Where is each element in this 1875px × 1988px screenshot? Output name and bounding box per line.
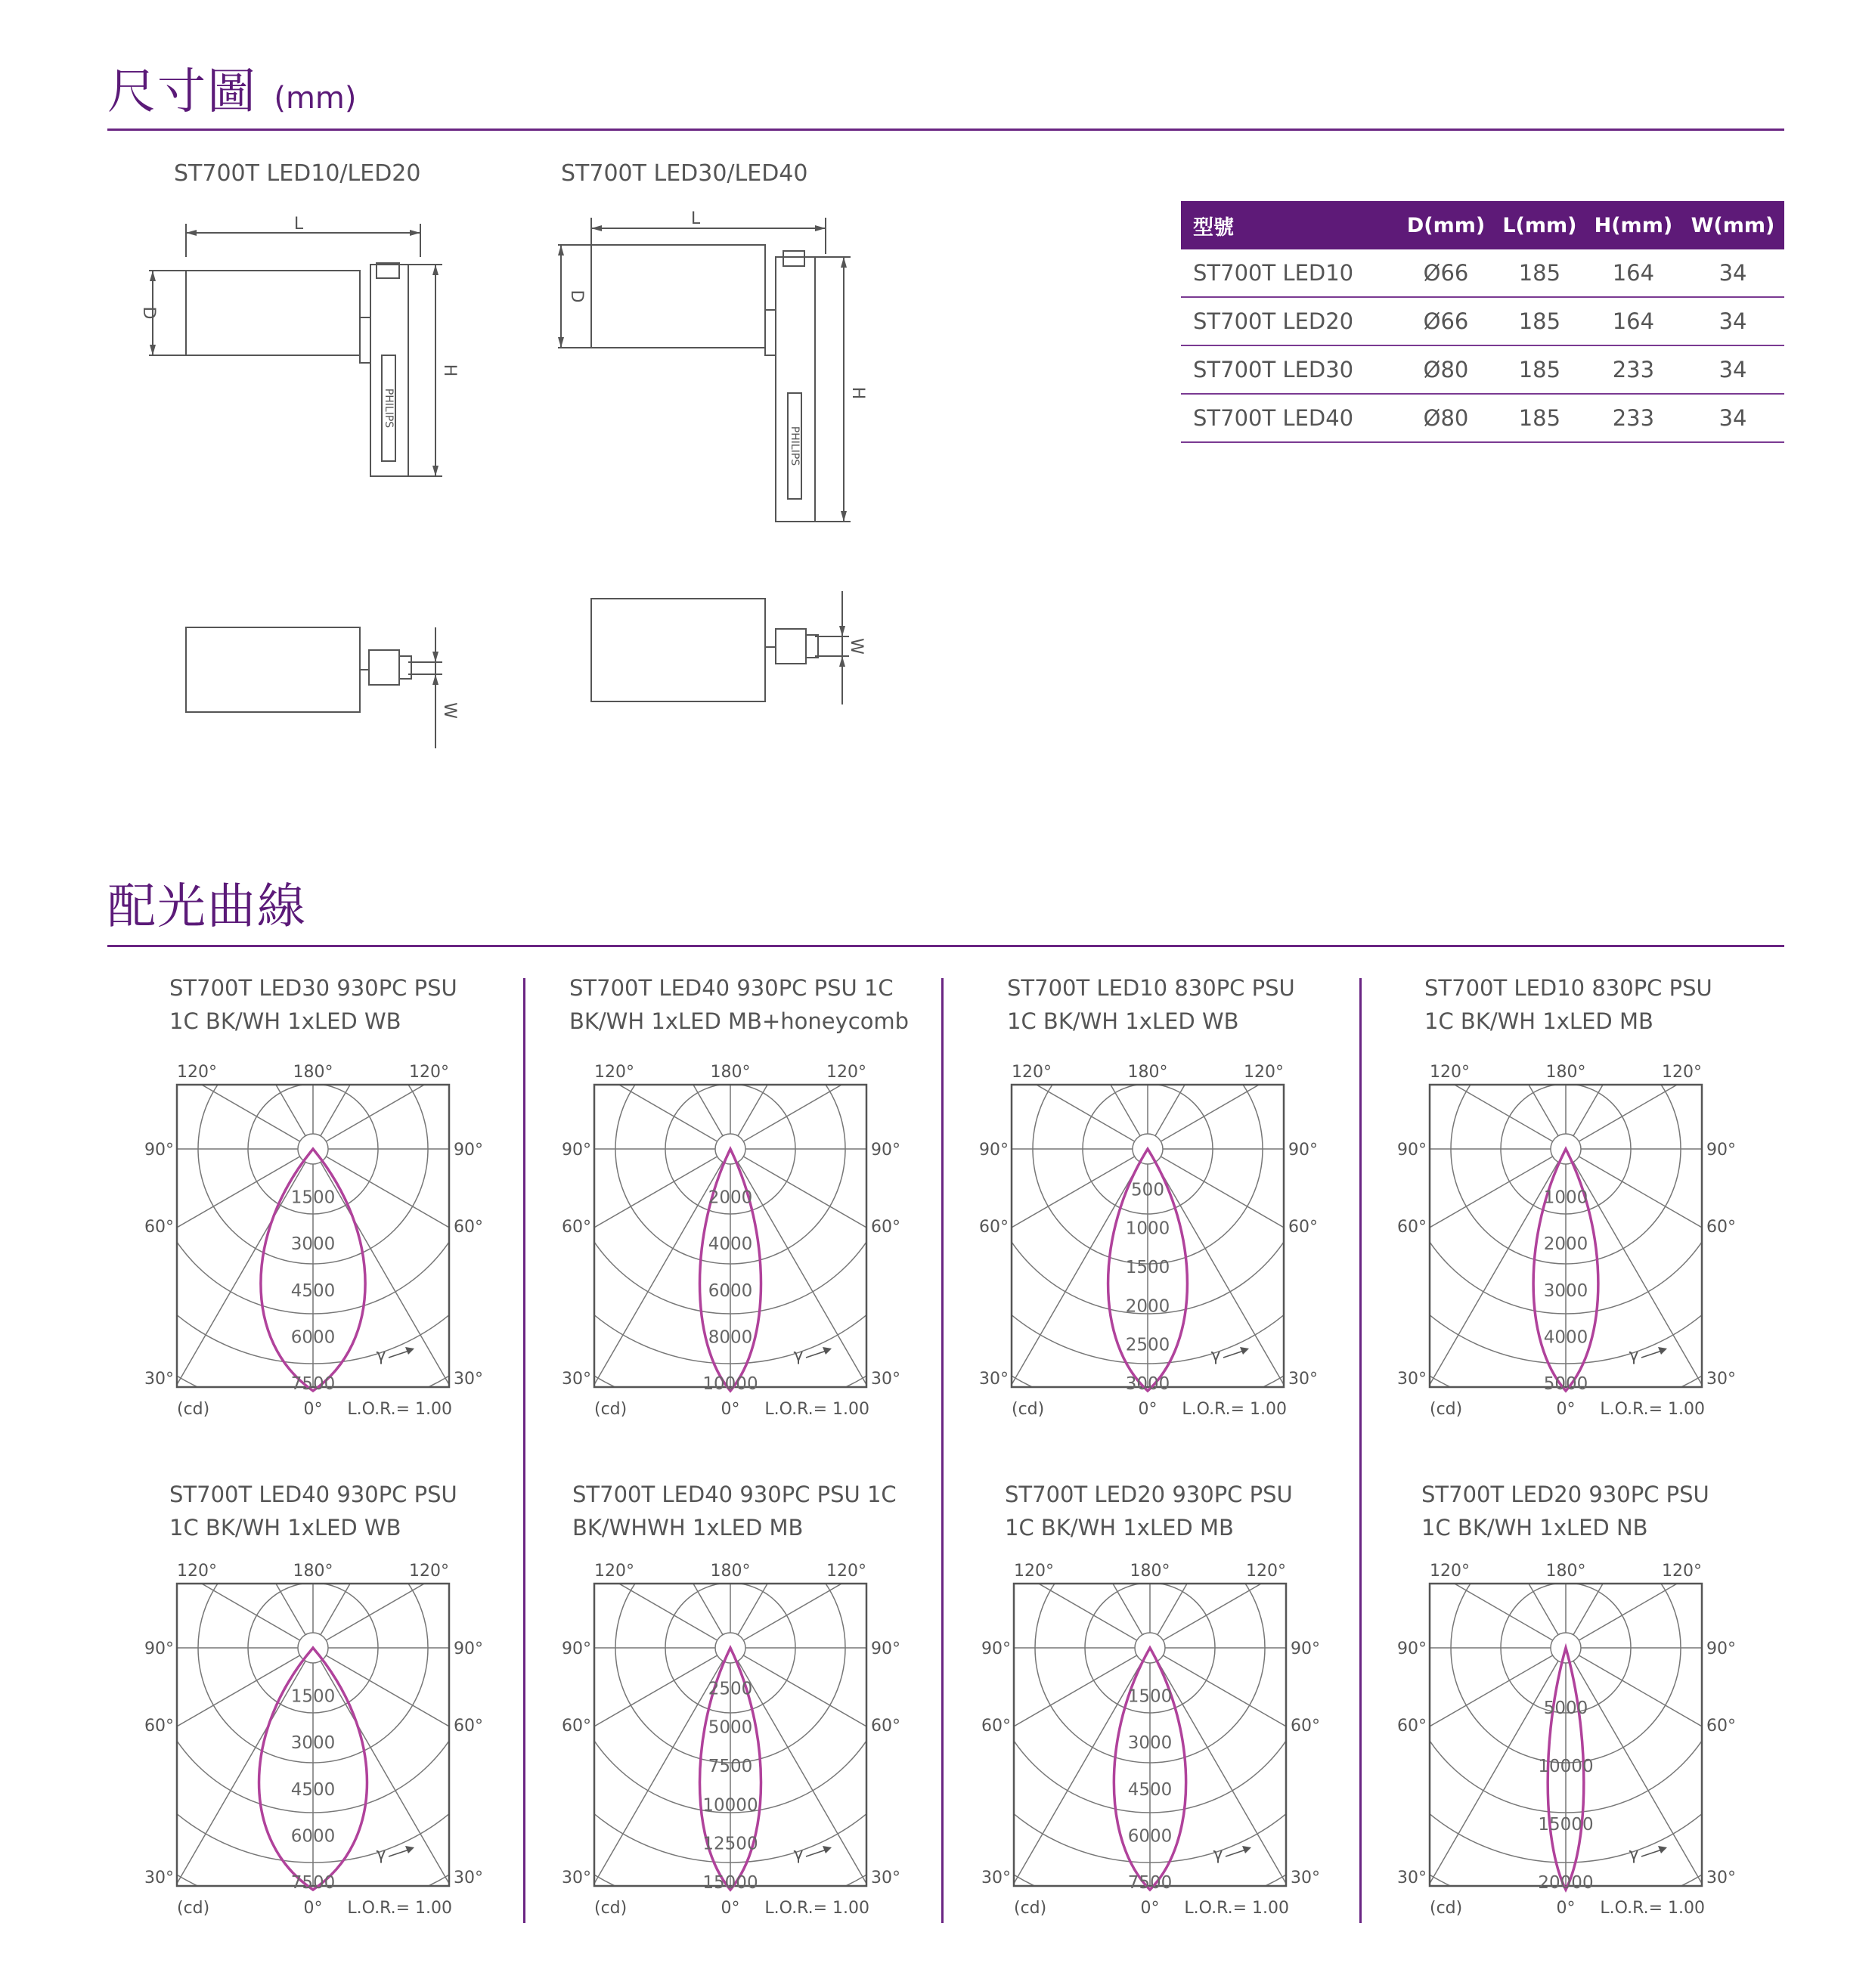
angle-label: 30° [981,1869,1011,1887]
angle-label: 0° [1140,1899,1160,1918]
angle-label: 30° [1291,1869,1320,1887]
cell: 233 [1585,345,1681,394]
cell: ST700T LED30 [1181,345,1398,394]
gamma-label: γ [1213,1845,1223,1864]
grid-spoke [1263,625,1558,1135]
cell: 185 [1494,297,1585,345]
ring-label: 6000 [1127,1826,1173,1847]
dimensions-unit: (mm) [274,81,357,116]
angle-label: 180° [1545,1063,1586,1082]
plot-title-line: 1C BK/WH 1xLED WB [1007,1008,1239,1034]
plot-title-7 [1005,1478,1293,1544]
angle-label: 60° [871,1218,900,1237]
gamma-arrowhead [1658,1846,1667,1853]
ring-label: 7500 [1127,1873,1173,1893]
ring-label: 3000 [290,1234,336,1255]
gamma-arrowhead [823,1347,832,1355]
cell: ST700T LED10 [1181,249,1398,297]
column-separator [941,978,944,1923]
angle-label: 120° [1246,1562,1286,1581]
grid-spoke [0,1655,300,1950]
polar-plot-1 [139,1054,483,1432]
cell: 185 [1494,394,1585,442]
angle-label: 180° [710,1063,751,1082]
ring-label: 10000 [702,1374,758,1394]
grid-spoke [11,1661,305,1988]
label-W-2: W [847,638,866,655]
ring-label: 6000 [708,1280,753,1301]
angle-label: 120° [1662,1562,1702,1581]
drawing-title-1: ST700T LED10/LED20 [174,160,421,187]
gamma-arrowhead [823,1846,832,1853]
ring-label: 4000 [1543,1327,1588,1348]
cell: 185 [1494,249,1585,297]
plot-title-4 [1424,971,1712,1038]
plot-title-line: ST700T LED10 830PC PSU [1007,975,1295,1001]
angle-label: 120° [826,1562,866,1581]
angle-label: 90° [1291,1640,1320,1658]
cell: Ø66 [1398,297,1494,345]
plot-title-line: ST700T LED30 930PC PSU [169,975,457,1001]
table-row [1181,394,1784,442]
cell: 34 [1681,297,1784,345]
angle-label: 180° [710,1562,751,1581]
polar-plot-2 [556,1054,900,1432]
brand-2: PHILIPS [789,426,801,466]
angle-label: 90° [1706,1640,1736,1658]
angle-label: 90° [979,1141,1009,1160]
plot-title-6 [572,1478,897,1544]
dimensions-title-text: 尺寸圖 [107,64,257,120]
angle-label: 90° [1288,1141,1318,1160]
angle-label: 60° [562,1218,591,1237]
angle-label: 30° [1706,1370,1736,1389]
plot-title-line: BK/WHWH 1xLED MB [572,1515,804,1541]
column-separator [523,978,525,1923]
angle-label: 90° [1397,1141,1427,1160]
ring-label: 4500 [1127,1779,1173,1800]
table-row [1181,249,1784,297]
unit-label: (cd) [594,1899,628,1918]
cell: 34 [1681,394,1784,442]
ring-label: 12500 [702,1834,758,1854]
plot-title-line: ST700T LED40 930PC PSU [169,1482,457,1507]
angle-label: 180° [1130,1562,1170,1581]
label-D-1: D [139,306,158,320]
polar-plot-4 [1392,1054,1736,1432]
angle-label: 30° [1397,1869,1427,1887]
ring-label: 4500 [290,1280,336,1301]
angle-label: 60° [1397,1717,1427,1736]
polar-plot-8 [1392,1553,1736,1931]
grid-spoke [1573,625,1868,1135]
angle-label: 30° [979,1370,1009,1389]
ring-label: 1000 [1125,1219,1170,1239]
label-L-1: L [293,215,304,234]
grid-ring [1251,835,1875,1463]
angle-label: 90° [1706,1141,1736,1160]
col-h: H(mm) [1585,201,1681,249]
ring-label: 3000 [1543,1280,1588,1301]
ring-label: 5000 [1543,1374,1588,1394]
angle-label: 0° [1556,1899,1576,1918]
angle-label: 90° [871,1141,900,1160]
gamma-arrowhead [1242,1846,1251,1853]
angle-label: 120° [1012,1063,1052,1082]
cell: 164 [1585,249,1681,297]
ring-label: 1000 [1543,1188,1588,1208]
plot-title-1 [169,971,457,1038]
ring-label: 3000 [1127,1733,1173,1754]
gamma-label: γ [1629,1346,1639,1365]
label-W-1: W [440,702,459,719]
unit-label: (cd) [1012,1400,1045,1419]
angle-label: 60° [981,1717,1011,1736]
plot-title-line: ST700T LED10 830PC PSU [1424,975,1712,1001]
angle-label: 90° [562,1141,591,1160]
gamma-arrowhead [1658,1347,1667,1355]
angle-label: 0° [721,1899,740,1918]
angle-label: 180° [1127,1063,1168,1082]
plot-title-2 [569,971,909,1038]
cell: 164 [1585,297,1681,345]
angle-label: 120° [1430,1063,1470,1082]
plot-title-5 [169,1478,457,1544]
ring-label: 3000 [290,1733,336,1754]
light-distribution-title: 配光曲線 [107,879,307,935]
plot-title-line: ST700T LED40 930PC PSU 1C [569,975,894,1001]
angle-label: 0° [1138,1400,1158,1419]
lor-label: L.O.R.= 1.00 [1600,1400,1705,1419]
angle-label: 30° [144,1869,174,1887]
gamma-label: γ [1210,1346,1221,1365]
ring-label: 2500 [1125,1335,1170,1355]
angle-label: 30° [562,1869,591,1887]
ring-label: 2000 [1543,1234,1588,1255]
spec-table [1181,201,1784,443]
angle-label: 120° [1662,1063,1702,1082]
unit-label: (cd) [1014,1899,1047,1918]
angle-label: 30° [454,1869,483,1887]
grid-spoke [845,625,1140,1135]
column-separator [1359,978,1362,1923]
dimensions-title [107,53,356,122]
cell: ST700T LED20 [1181,297,1398,345]
angle-label: 30° [871,1370,900,1389]
lor-label: L.O.R.= 1.00 [764,1899,869,1918]
angle-label: 120° [177,1562,217,1581]
unit-label: (cd) [594,1400,628,1419]
light-distribution-rule [107,945,1784,947]
angle-label: 60° [871,1717,900,1736]
angle-label: 30° [562,1370,591,1389]
ring-label: 1500 [290,1188,336,1208]
angle-label: 60° [1291,1717,1320,1736]
ring-label: 2500 [708,1679,753,1699]
grid-spoke [428,1661,723,1988]
polar-plot-5 [139,1553,483,1931]
lor-label: L.O.R.= 1.00 [1182,1400,1287,1419]
ring-label: 3000 [1125,1374,1170,1394]
ring-label: 2000 [1125,1296,1170,1317]
gamma-label: γ [793,1845,804,1864]
drawing-top-led30-40 [588,590,876,711]
cell: 185 [1494,345,1585,394]
lor-label: L.O.R.= 1.00 [764,1400,869,1419]
plot-title-line: BK/WH 1xLED MB+honeycomb [569,1008,910,1034]
gamma-label: γ [376,1845,386,1864]
ring-label: 7500 [290,1873,336,1893]
angle-label: 30° [1397,1370,1427,1389]
lor-label: L.O.R.= 1.00 [1600,1899,1705,1918]
polar-plot-3 [974,1054,1318,1432]
angle-label: 0° [303,1899,323,1918]
plot-title-line: 1C BK/WH 1xLED MB [1005,1515,1234,1541]
cell: Ø80 [1398,394,1494,442]
drawing-side-led30-40 [544,204,877,552]
cell: 34 [1681,249,1784,297]
polar-plot-7 [976,1553,1320,1931]
angle-label: 90° [144,1141,174,1160]
angle-label: 90° [144,1640,174,1658]
angle-label: 60° [979,1218,1009,1237]
col-l: L(mm) [1494,201,1585,249]
drawing-title-2: ST700T LED30/LED40 [561,160,808,187]
table-header-row [1181,201,1784,249]
ring-label: 15000 [1538,1815,1594,1835]
angle-label: 0° [303,1400,323,1419]
polar-plot-6 [556,1553,900,1931]
ring-label: 1500 [1127,1686,1173,1707]
ring-label: 7500 [708,1757,753,1776]
ring-label: 20000 [1538,1873,1594,1893]
plot-title-line: 1C BK/WH 1xLED WB [169,1515,401,1541]
angle-label: 120° [594,1562,634,1581]
ring-label: 2000 [708,1188,753,1208]
angle-label: 180° [1545,1562,1586,1581]
angle-label: 90° [981,1640,1011,1658]
col-w: W(mm) [1681,201,1784,249]
angle-label: 120° [826,1063,866,1082]
cell: Ø80 [1398,345,1494,394]
ring-label: 1500 [1125,1258,1170,1277]
label-L-2: L [690,209,701,228]
angle-label: 30° [1288,1370,1318,1389]
cell: 233 [1585,394,1681,442]
col-d: D(mm) [1398,201,1494,249]
ring-label: 1500 [290,1686,336,1707]
gamma-arrowhead [405,1846,414,1853]
angle-label: 90° [871,1640,900,1658]
ring-label: 7500 [290,1374,336,1394]
ring-label: 6000 [290,1826,336,1847]
angle-label: 0° [721,1400,740,1419]
unit-label: (cd) [177,1899,210,1918]
angle-label: 120° [1014,1562,1054,1581]
angle-label: 60° [1397,1218,1427,1237]
plot-title-line: 1C BK/WH 1xLED MB [1424,1008,1653,1034]
unit-label: (cd) [177,1400,210,1419]
lor-label: L.O.R.= 1.00 [347,1899,452,1918]
ring-label: 8000 [708,1327,753,1348]
plot-title-line: 1C BK/WH 1xLED NB [1421,1515,1648,1541]
plot-title-line: ST700T LED20 930PC PSU [1421,1482,1709,1507]
angle-label: 60° [144,1717,174,1736]
angle-label: 0° [1556,1400,1576,1419]
grid-spoke [1573,1661,1868,1988]
gamma-arrowhead [405,1347,414,1355]
cell: ST700T LED40 [1181,394,1398,442]
label-D-2: D [567,290,586,303]
angle-label: 180° [293,1063,333,1082]
ring-label: 4500 [290,1779,336,1800]
plot-title-3 [1007,971,1295,1038]
angle-label: 30° [871,1869,900,1887]
ring-label: 6000 [290,1327,336,1348]
plot-title-line: 1C BK/WH 1xLED WB [169,1008,401,1034]
angle-label: 30° [454,1370,483,1389]
cell: 34 [1681,345,1784,394]
plot-title-line: ST700T LED20 930PC PSU [1005,1482,1293,1507]
grid-spoke [0,1157,300,1451]
drawing-side-led10-20 [136,212,469,491]
angle-label: 60° [454,1717,483,1736]
dimensions-rule [107,129,1784,131]
ring-label: 500 [1131,1180,1164,1200]
gamma-label: γ [793,1346,804,1365]
table-row [1181,345,1784,394]
angle-label: 60° [562,1717,591,1736]
angle-label: 120° [1244,1063,1284,1082]
ring-label: 10000 [1538,1757,1594,1776]
lor-label: L.O.R.= 1.00 [1184,1899,1289,1918]
gamma-label: γ [1629,1845,1639,1864]
lor-label: L.O.R.= 1.00 [347,1400,452,1419]
angle-label: 90° [454,1640,483,1658]
plot-title-line: ST700T LED40 930PC PSU 1C [572,1482,897,1507]
angle-label: 90° [454,1141,483,1160]
gamma-arrowhead [1240,1347,1249,1355]
ring-label: 5000 [708,1717,753,1738]
angle-label: 120° [177,1063,217,1082]
angle-label: 60° [1706,1218,1736,1237]
angle-label: 120° [409,1562,449,1581]
unit-label: (cd) [1430,1400,1463,1419]
angle-label: 90° [1397,1640,1427,1658]
angle-label: 120° [1430,1562,1470,1581]
plot-title-8 [1421,1478,1709,1544]
gamma-label: γ [376,1346,386,1365]
ring-label: 15000 [702,1873,758,1893]
unit-label: (cd) [1430,1899,1463,1918]
label-H-2: H [848,386,867,400]
angle-label: 90° [562,1640,591,1658]
angle-label: 30° [144,1370,174,1389]
ring-label: 4000 [708,1234,753,1255]
angle-label: 120° [409,1063,449,1082]
ring-label: 10000 [702,1795,758,1816]
drawing-top-led10-20 [181,620,469,756]
label-H-1: H [440,364,459,377]
angle-label: 30° [1706,1869,1736,1887]
angle-label: 180° [293,1562,333,1581]
angle-label: 60° [1706,1717,1736,1736]
angle-label: 60° [454,1218,483,1237]
angle-label: 60° [144,1218,174,1237]
brand-1: PHILIPS [383,388,395,429]
grid-spoke [848,1661,1142,1988]
angle-label: 120° [594,1063,634,1082]
ring-label: 5000 [1543,1698,1588,1718]
col-model: 型號 [1181,201,1398,249]
table-row [1181,297,1784,345]
cell: Ø66 [1398,249,1494,297]
angle-label: 60° [1288,1218,1318,1237]
